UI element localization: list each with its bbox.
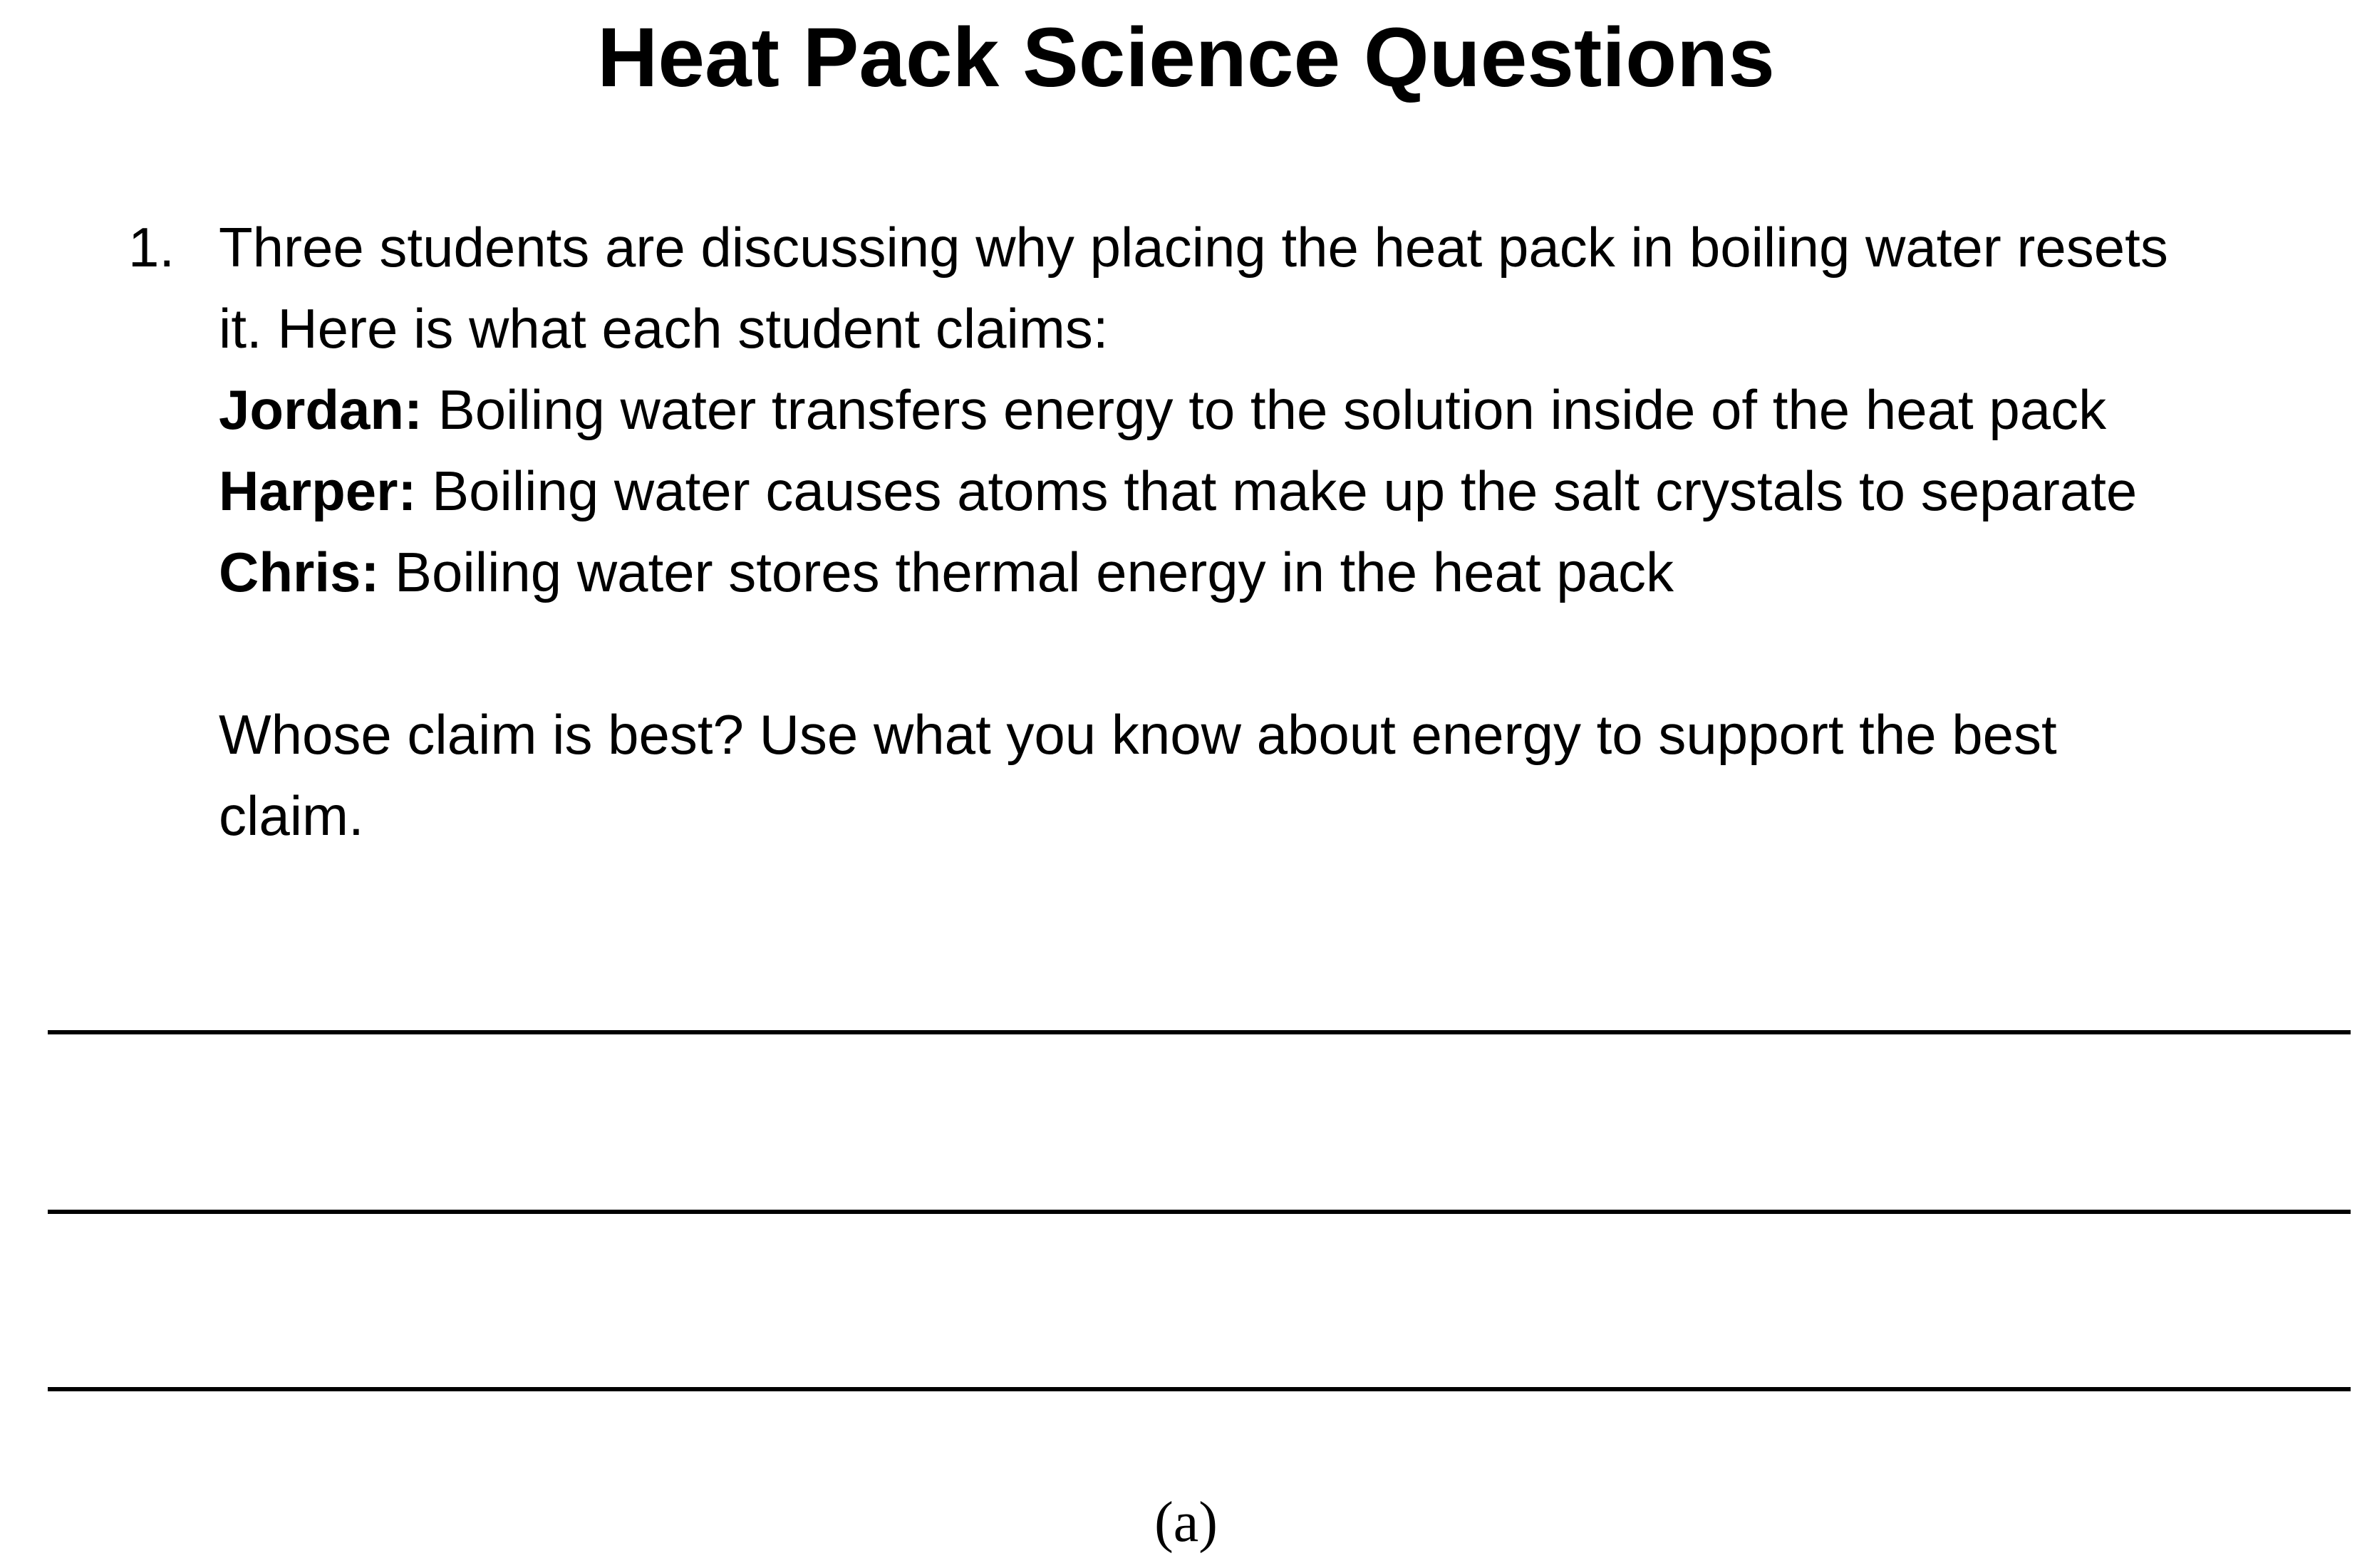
claim-name: Harper:: [219, 460, 417, 522]
figure-caption: (a): [1154, 1491, 1218, 1554]
answer-line-1[interactable]: [48, 1030, 2351, 1034]
claim-jordan: [219, 369, 2349, 450]
answer-line-3[interactable]: [48, 1387, 2351, 1391]
claim-name: Jordan:: [219, 378, 423, 441]
question-intro-line-2: it. Here is what each student claims:: [219, 297, 1109, 360]
question-body: [219, 207, 2349, 856]
claim-text: Boiling water stores thermal energy in the heat pack: [379, 541, 1674, 603]
spacer: [219, 613, 2349, 694]
question-number: 1.: [128, 216, 175, 279]
claim-text: Boiling water causes atoms that make up the salt crystals to separate: [416, 460, 2138, 522]
claim-text: Boiling water transfers energy to the solution inside of the heat pack: [423, 378, 2107, 441]
claim-chris: [219, 531, 2349, 613]
question-prompt-line-1: Whose claim is best? Use what you know about energy to support the best: [219, 703, 2057, 766]
question-intro-line-1: Three students are discussing why placing the heat pack in boiling water resets: [219, 216, 2168, 279]
page-title: Heat Pack Science Questions: [597, 11, 1775, 105]
question-prompt-line-2: claim.: [219, 784, 364, 847]
answer-line-2[interactable]: [48, 1210, 2351, 1214]
claim-name: Chris:: [219, 541, 380, 603]
claim-harper: [219, 450, 2349, 531]
